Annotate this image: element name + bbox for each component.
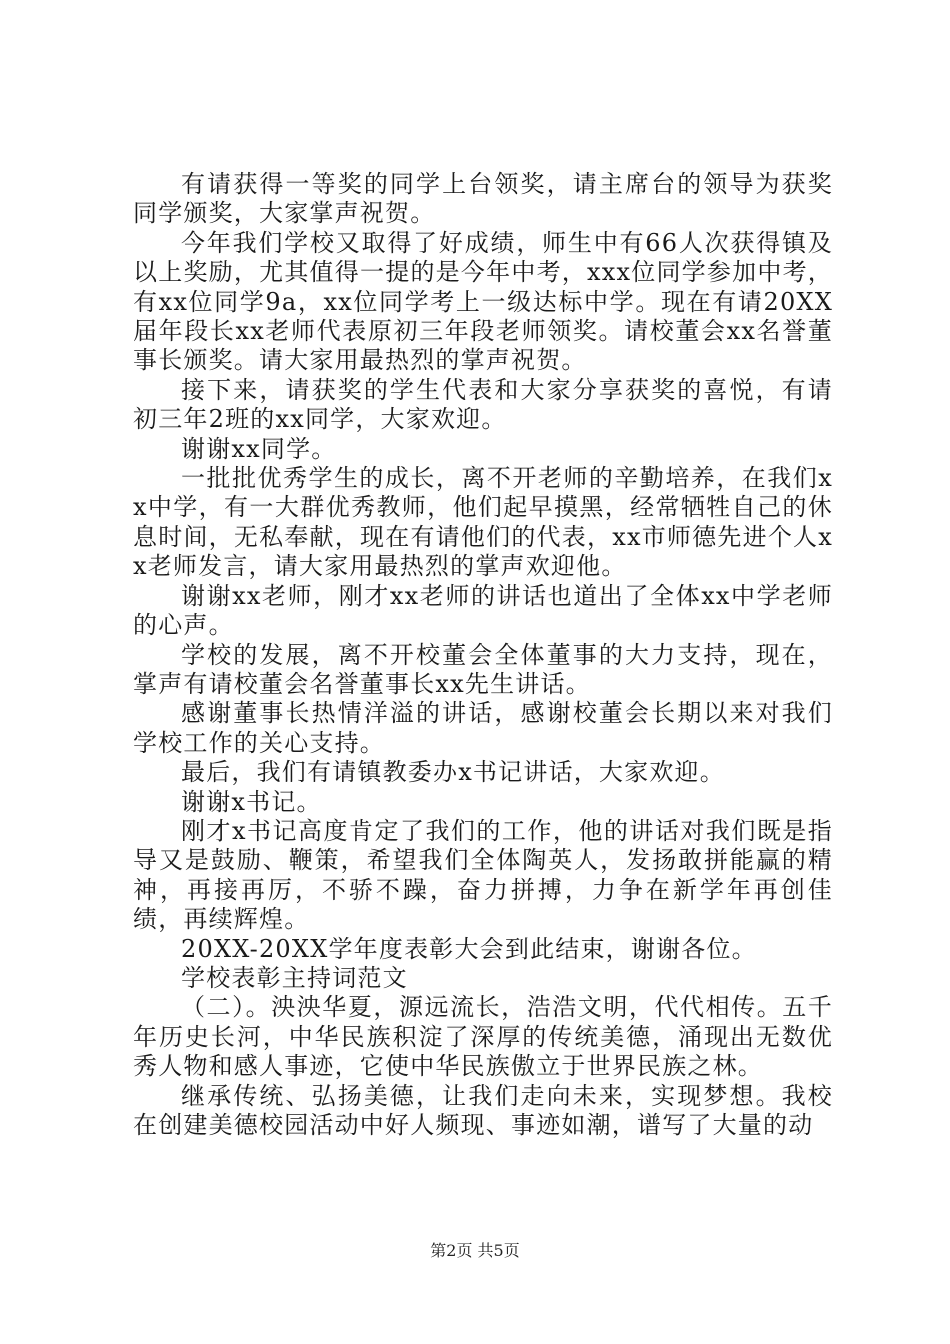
paragraph: 刚才x书记高度肯定了我们的工作，他的讲话对我们既是指导又是鼓励、鞭策，希望我们全体陶英人，发扬敢拼能赢的精神，再接再厉，不骄不躁，奋力拼搏，力争在新学年再创佳绩，再续辉煌。: [133, 816, 833, 934]
paragraph: 今年我们学校又取得了好成绩，师生中有66人次获得镇及以上奖励，尤其值得一提的是今年中考，xxx位同学参加中考，有xx位同学9a，xx位同学考上一级达标中学。现在有请20XX届年段长xx老师代表原初三年段老师领奖。请校董会xx名誉董事长颁奖。请大家用最热烈的掌声祝贺。: [133, 228, 833, 375]
paragraph: 最后，我们有请镇教委办x书记讲话，大家欢迎。: [181, 758, 725, 787]
paragraph: （二）。泱泱华夏，源远流长，浩浩文明，代代相传。五千年历史长河，中华民族积淀了深厚的传统美德，涌现出无数优秀人物和感人事迹，它使中华民族傲立于世界民族之林。: [133, 993, 833, 1081]
paragraph: 一批批优秀学生的成长，离不开老师的辛勤培养，在我们xx中学，有一大群优秀教师，他们起早摸黑，经常牺牲自己的休息时间，无私奉献，现在有请他们的代表，xx市师德先进个人xx老师发言，请大家用最热烈的掌声欢迎他。: [133, 464, 833, 581]
paragraph: 谢谢xx老师，刚才xx老师的讲话也道出了全体xx中学老师的心声。: [133, 581, 833, 640]
paragraph: 谢谢xx同学。: [181, 434, 337, 463]
paragraph: 谢谢x书记。: [181, 787, 322, 816]
paragraph: 接下来，请获奖的学生代表和大家分享获奖的喜悦，有请初三年2班的xx同学，大家欢迎。: [133, 375, 833, 434]
paragraph: 继承传统、弘扬美德，让我们走向未来，实现梦想。我校在创建美德校园活动中好人频现、事迹如潮，谱写了大量的动: [133, 1081, 833, 1139]
section-heading: 学校表彰主持词范文: [181, 963, 408, 992]
paragraph: 20XX-20XX学年度表彰大会到此结束，谢谢各位。: [181, 934, 757, 963]
document-body: [133, 170, 833, 1140]
page-footer: 第2页 共5页: [430, 1241, 520, 1260]
paragraph: 学校的发展，离不开校董会全体董事的大力支持，现在，掌声有请校董会名誉董事长xx先生讲话。: [133, 640, 833, 698]
paragraph: 感谢董事长热情洋溢的讲话，感谢校董会长期以来对我们学校工作的关心支持。: [133, 699, 833, 757]
paragraph: 有请获得一等奖的同学上台领奖，请主席台的领导为获奖同学颁奖，大家掌声祝贺。: [133, 170, 833, 228]
